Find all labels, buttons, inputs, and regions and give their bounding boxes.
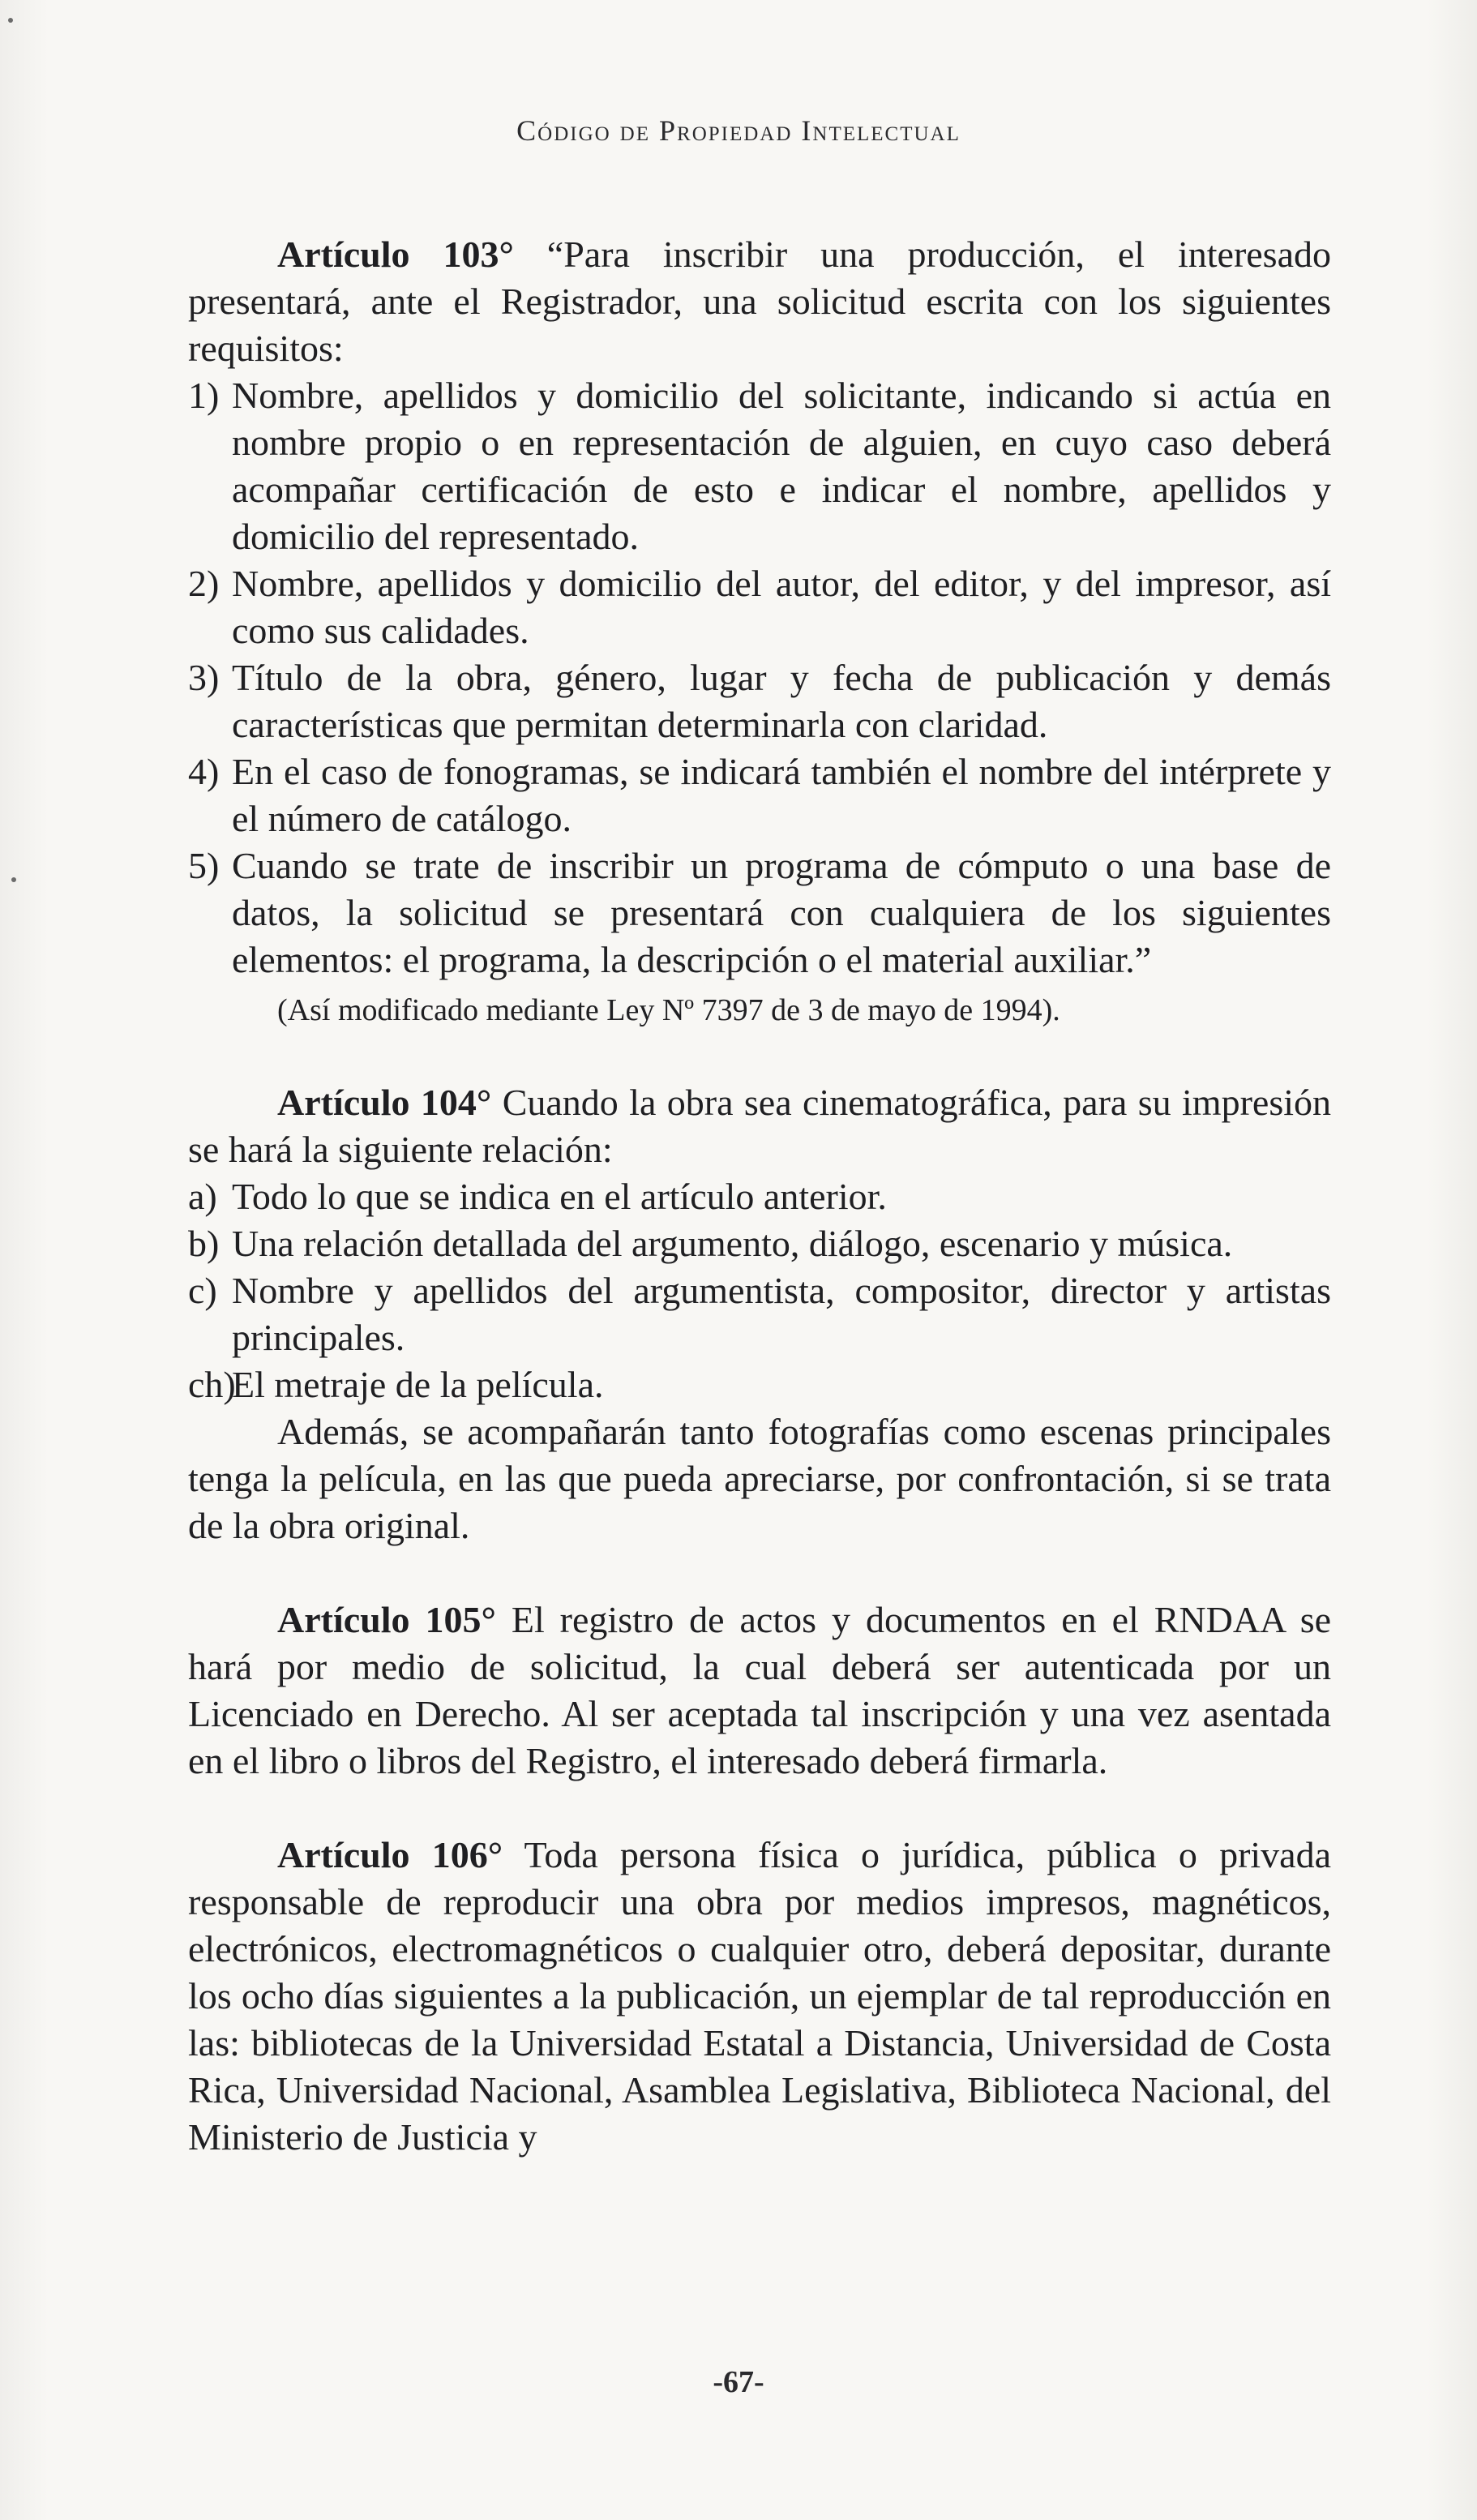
- list-item-text: Título de la obra, género, lugar y fecha de publicación y demás características que permitan determinarla con claridad.: [232, 657, 1331, 745]
- article-105: [188, 1596, 1331, 1785]
- list-item-text: En el caso de fonogramas, se indicará también el nombre del intérprete y el número de catálogo.: [232, 751, 1331, 839]
- list-marker: b): [188, 1223, 220, 1264]
- list-item: [188, 1173, 1331, 1220]
- article-103-requirements: [188, 372, 1331, 984]
- list-item: [188, 372, 1331, 560]
- page-edge-mark: [11, 877, 16, 882]
- article-104-intro-text: Cuando la obra sea cinematográfica, para su impresión se hará la siguiente relación:: [188, 1082, 1331, 1170]
- list-item-text: Cuando se trate de inscribir un programa de cómputo o una base de datos, la solicitud se presentará con cualquiera de los siguientes elementos: el programa, la descripción o el material auxiliar.”: [232, 845, 1331, 980]
- list-item-text: El metraje de la película.: [232, 1364, 604, 1405]
- list-marker: a): [188, 1176, 217, 1217]
- list-marker: 2): [188, 563, 220, 604]
- article-104-title: Artículo 104°: [277, 1082, 492, 1123]
- article-104: [188, 1079, 1331, 1549]
- list-item: [188, 748, 1331, 842]
- article-105-body: [188, 1596, 1331, 1785]
- article-104-intro: [188, 1079, 1331, 1173]
- amendment-note: (Así modificado mediante Ley Nº 7397 de 3 de mayo de 1994).: [277, 993, 1060, 1027]
- list-item-text: Nombre, apellidos y domicilio del solicitante, indicando si actúa en nombre propio o en representación de alguien, en cuyo caso deberá acompañar certificación de esto e indicar el nombre, apellidos y domicilio del representado.: [232, 375, 1331, 557]
- list-item-text: Nombre, apellidos y domicilio del autor, del editor, y del impresor, así como sus calidades.: [232, 563, 1331, 651]
- list-item-text: Todo lo que se indica en el artículo anterior.: [232, 1176, 887, 1217]
- page-body: [188, 231, 1331, 2208]
- article-104-list: [188, 1173, 1331, 1408]
- article-104-extra: Además, se acompañarán tanto fotografías como escenas principales tenga la película, en las que pueda apreciarse, por confrontación, si se trata de la obra original.: [188, 1411, 1331, 1546]
- article-106: [188, 1832, 1331, 2161]
- article-103-intro: [188, 231, 1331, 372]
- list-item: [188, 1220, 1331, 1267]
- list-marker: 3): [188, 657, 220, 698]
- list-item-text: Nombre y apellidos del argumentista, compositor, director y artistas principales.: [232, 1270, 1331, 1358]
- article-103-intro-text: “Para inscribir una producción, el interesado presentará, ante el Registrador, una solicitud escrita con los siguientes requisitos:: [188, 234, 1331, 369]
- article-106-title: Artículo 106°: [277, 1834, 503, 1875]
- list-item: [188, 1267, 1331, 1361]
- list-marker: 4): [188, 751, 220, 792]
- article-106-text: Toda persona física o jurídica, pública o privada responsable de reproducir una obra por medios impresos, magnéticos, electrónicos, electromagnéticos o cualquier otro, deberá depositar, durante los ocho días siguientes a la publicación, un ejemplar de tal reproducción en las: bibliotecas de la Universidad Estatal a Distancia, Universidad de Costa Rica, Universidad Nacional, Asamblea Legislativa, Biblioteca Nacional, del Ministerio de Justicia y: [188, 1834, 1331, 2158]
- list-item: [188, 560, 1331, 654]
- list-item: [188, 842, 1331, 984]
- article-103-title: Artículo 103°: [277, 234, 514, 275]
- list-item-text: Una relación detallada del argumento, diálogo, escenario y música.: [232, 1223, 1233, 1264]
- list-item: [188, 1361, 1331, 1408]
- list-marker: ch): [188, 1364, 236, 1405]
- article-105-text: El registro de actos y documentos en el RNDAA se hará por medio de solicitud, la cual deberá ser autenticada por un Licenciado en Derecho. Al ser aceptada tal inscripción y una vez asentada en el libro o libros del Registro, el interesado deberá firmarla.: [188, 1599, 1332, 1781]
- list-marker: c): [188, 1270, 217, 1311]
- list-item: [188, 654, 1331, 748]
- page-number: -67-: [713, 2365, 764, 2399]
- article-105-title: Artículo 105°: [277, 1599, 496, 1640]
- list-marker: 1): [188, 375, 220, 416]
- list-marker: 5): [188, 845, 220, 886]
- article-103: [188, 231, 1331, 1032]
- article-106-body: [188, 1832, 1331, 2161]
- running-header: Código de Propiedad Intelectual: [516, 114, 961, 147]
- page-edge-mark: [8, 18, 13, 23]
